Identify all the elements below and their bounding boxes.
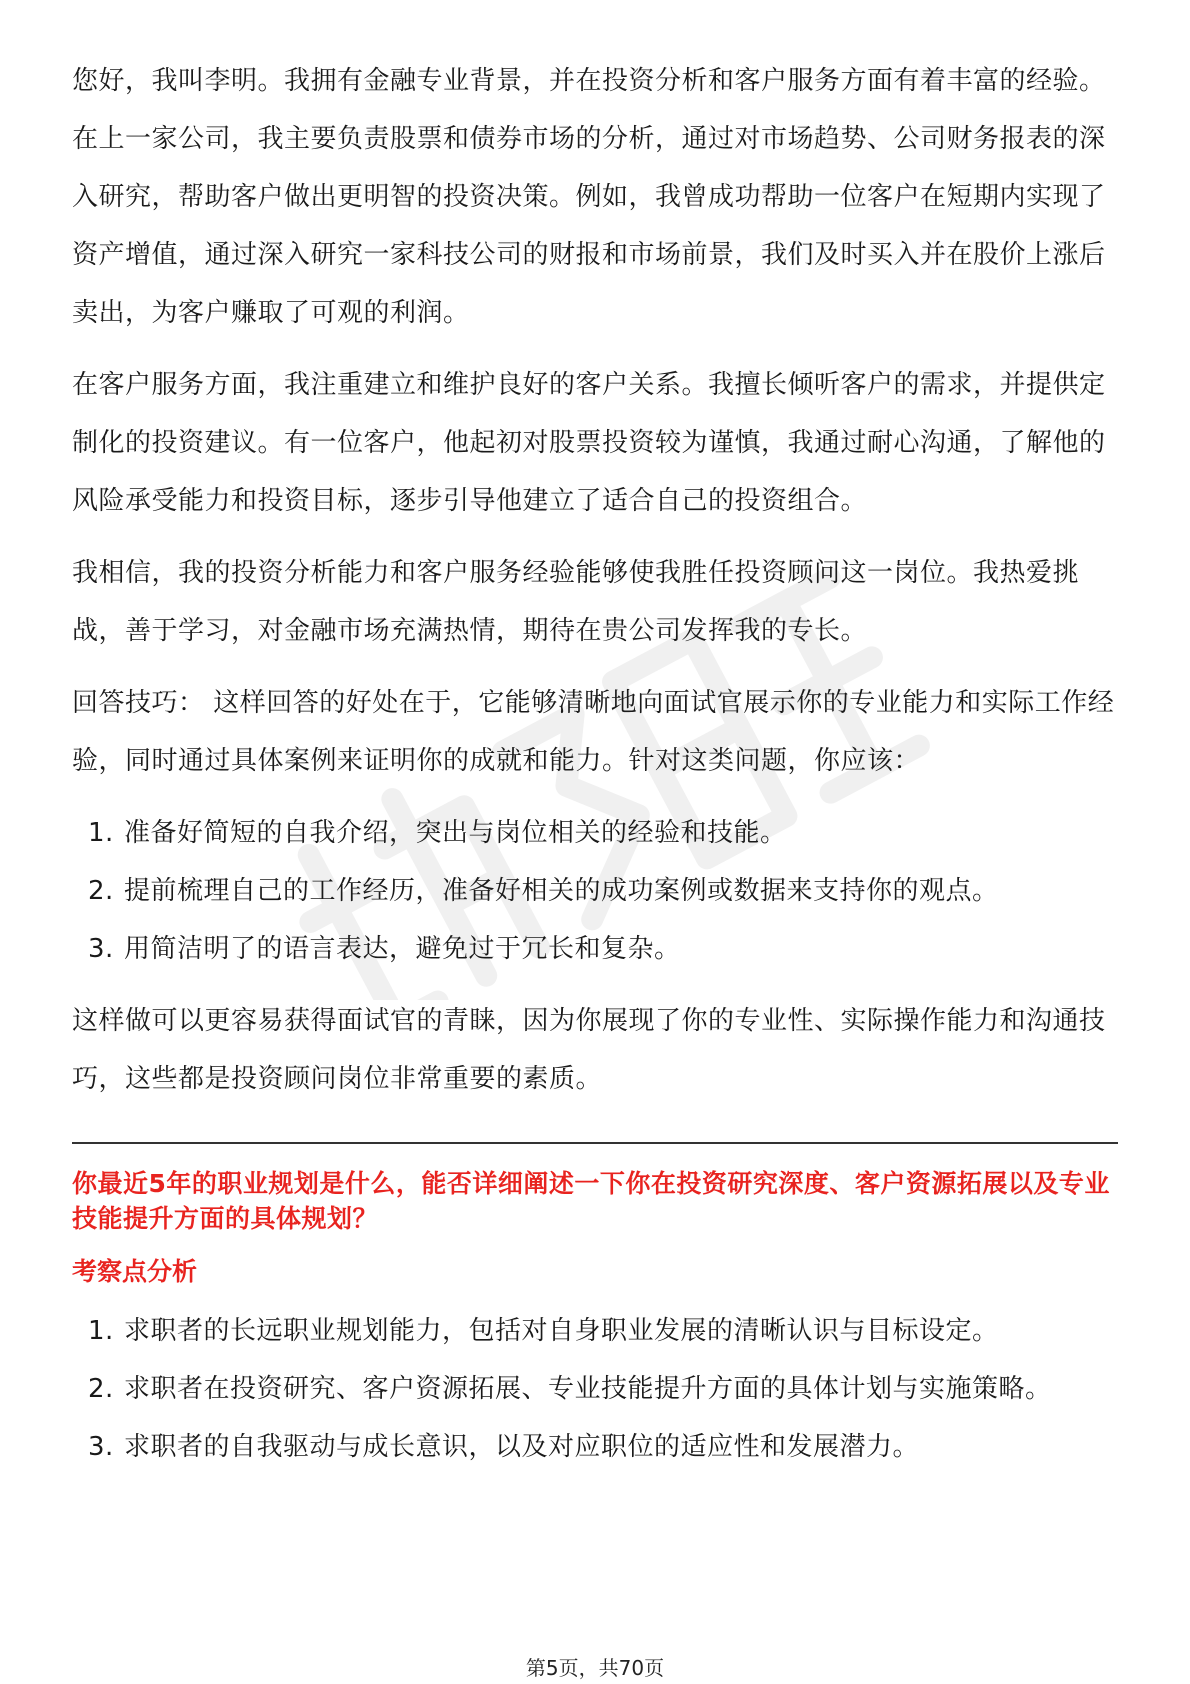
tips-intro-paragraph: 回答技巧： 这样回答的好处在于，它能够清晰地向面试官展示你的专业能力和实际工作经验，同时通过具体案例来证明你的成就和能力。针对这类问题，你应该： <box>72 688 1115 776</box>
page-footer: 第5页，共70页 <box>525 1656 665 1680</box>
main-content <box>72 52 1118 1490</box>
service-paragraph: 在客户服务方面，我注重建立和维护良好的客户关系。我擅长倾听客户的需求，并提供定制化的投资建议。有一位客户，他起初对股票投资较为谨慎，我通过耐心沟通，了解他的风险承受能力和投资目标，逐步引导他建立了适合自己的投资组合。 <box>72 370 1106 516</box>
list-text: 求职者的自我驱动与成长意识，以及对应职位的适应性和发展潜力。 <box>124 1432 920 1462</box>
section-divider <box>72 1142 1118 1144</box>
list-text: 求职者在投资研究、客户资源拓展、专业技能提升方面的具体计划与实施策略。 <box>124 1374 1052 1404</box>
list-number: 1. <box>88 1316 114 1346</box>
list-item <box>72 1360 1118 1418</box>
list-item <box>72 1302 1118 1360</box>
list-number: 2. <box>88 876 114 906</box>
list-number: 3. <box>88 1432 114 1462</box>
intro-paragraph: 您好，我叫李明。我拥有金融专业背景，并在投资分析和客户服务方面有着丰富的经验。在上一家公司，我主要负责股票和债券市场的分析，通过对市场趋势、公司财务报表的深入研究，帮助客户做出更明智的投资决策。例如，我曾成功帮助一位客户在短期内实现了资产增值，通过深入研究一家科技公司的财报和市场前景，我们及时买入并在股价上涨后卖出，为客户赚取了可观的利润。 <box>72 66 1106 328</box>
tips-list <box>72 804 1118 978</box>
list-number: 2. <box>88 1374 114 1404</box>
analysis-list <box>72 1302 1118 1476</box>
analysis-heading: 考察点分析 <box>72 1257 198 1286</box>
list-item <box>72 1418 1118 1476</box>
interview-question: 你最近5年的职业规划是什么，能否详细阐述一下你在投资研究深度、客户资源拓展以及专业技能提升方面的具体规划？ <box>72 1169 1110 1233</box>
list-text: 准备好简短的自我介绍，突出与岗位相关的经验和技能。 <box>124 818 787 848</box>
list-item <box>72 920 1118 978</box>
closing-paragraph: 这样做可以更容易获得面试官的青睐，因为你展现了你的专业性、实际操作能力和沟通技巧，这些都是投资顾问岗位非常重要的素质。 <box>72 1006 1106 1094</box>
list-item <box>72 862 1118 920</box>
list-text: 用简洁明了的语言表达，避免过于冗长和复杂。 <box>124 934 681 964</box>
list-number: 3. <box>88 934 114 964</box>
list-item <box>72 804 1118 862</box>
list-text: 求职者的长远职业规划能力，包括对自身职业发展的清晰认识与目标设定。 <box>124 1316 999 1346</box>
summary-paragraph: 我相信，我的投资分析能力和客户服务经验能够使我胜任投资顾问这一岗位。我热爱挑战，善于学习，对金融市场充满热情，期待在贵公司发挥我的专长。 <box>72 558 1080 646</box>
list-text: 提前梳理自己的工作经历，准备好相关的成功案例或数据来支持你的观点。 <box>124 876 999 906</box>
list-number: 1. <box>88 818 114 848</box>
